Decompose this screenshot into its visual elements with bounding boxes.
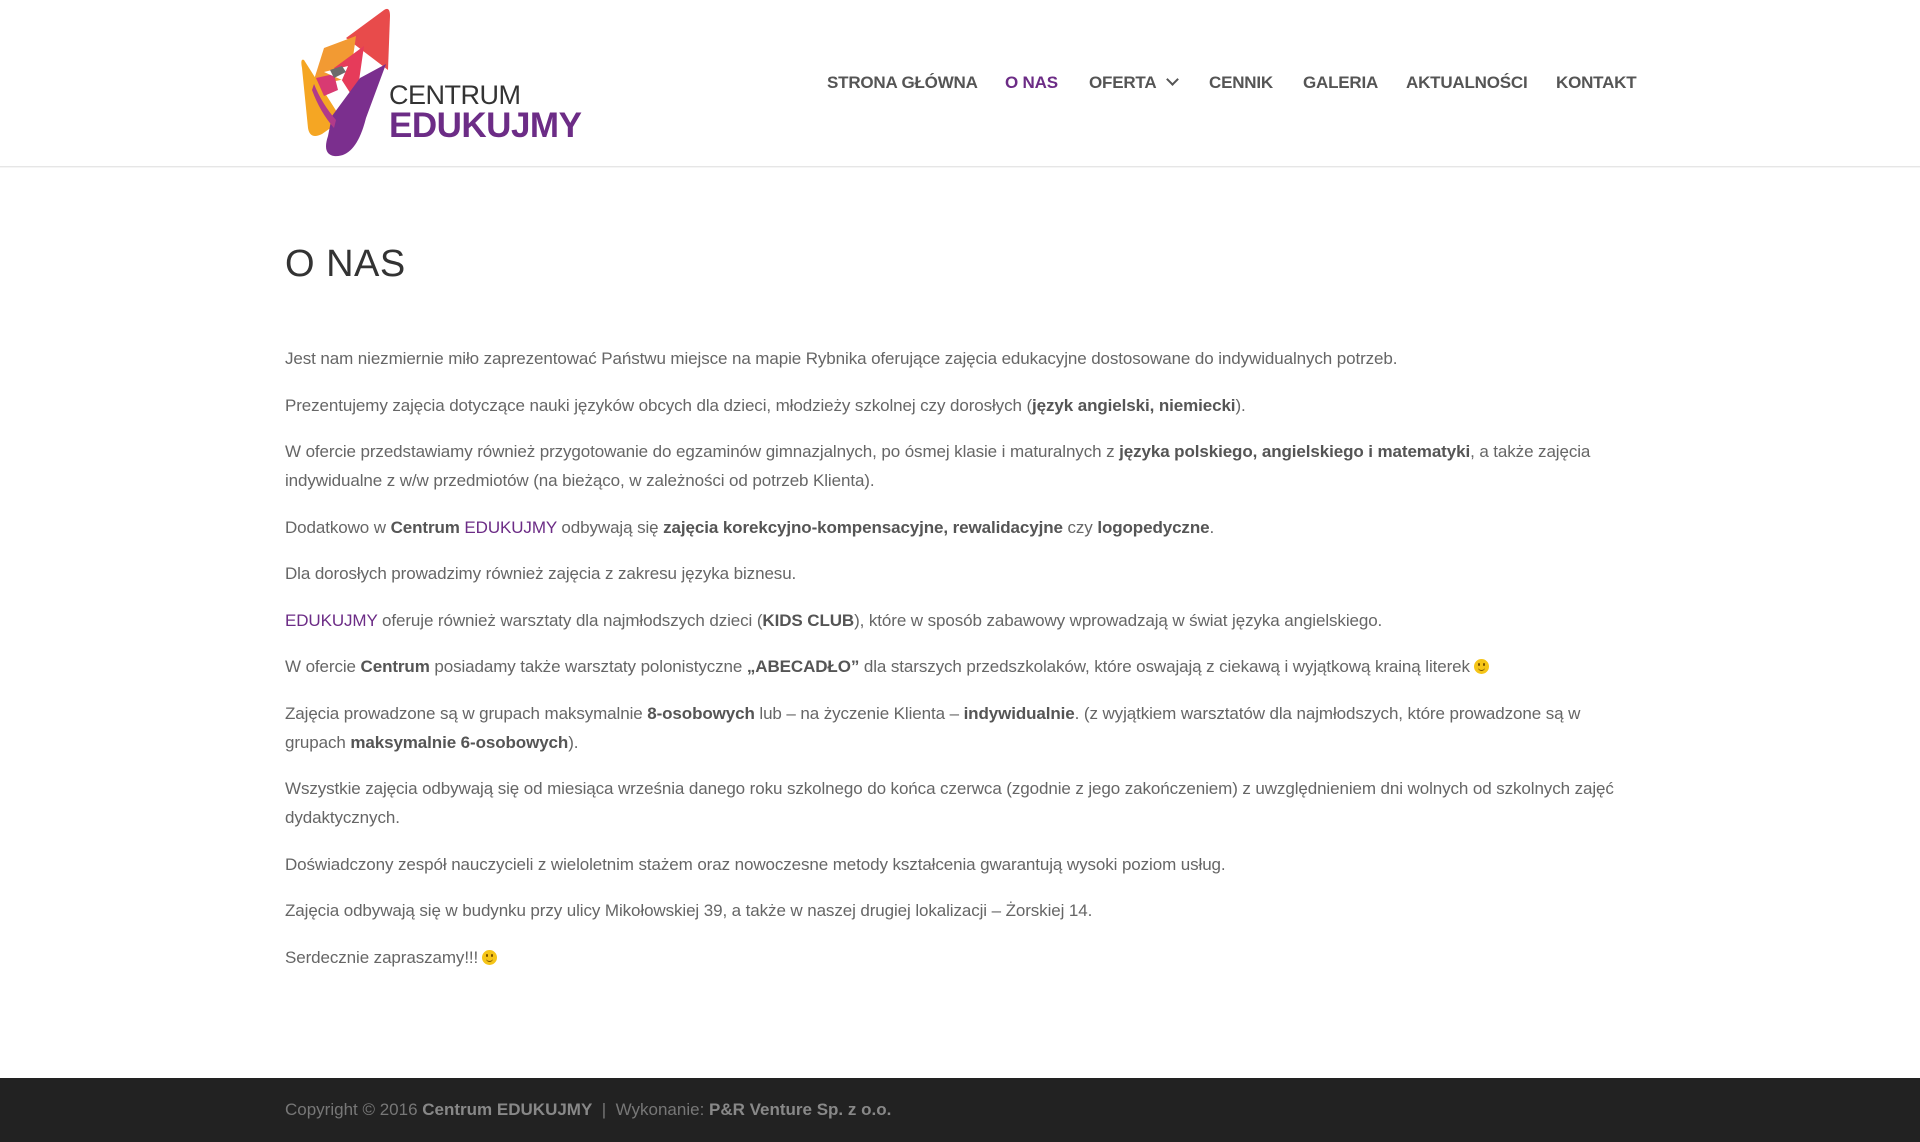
footer-separator: | Wykonanie: (592, 1100, 710, 1119)
text-span: W ofercie przedstawiamy również przygotowanie do egzaminów gimnazjalnych, po ósmej klasie i maturalnych z (285, 442, 1120, 461)
smiley-icon (1474, 659, 1489, 674)
text-span: Serdecznie zapraszamy!!! (285, 947, 479, 967)
site-footer (0, 1078, 1920, 1142)
footer-vendor-link[interactable]: P&R Venture Sp. z o.o. (709, 1100, 892, 1119)
text-span: czy (1062, 517, 1098, 537)
bold-text: Centrum (390, 517, 465, 537)
brand-text: EDUKUJMY (464, 517, 557, 537)
nav-item-galeria[interactable]: GALERIA (1303, 73, 1379, 92)
text-span: , a także zajęcia indywidualne z w/w przedmiotów (na bieżąco, w zależności od potrzeb Klienta). (285, 442, 1591, 490)
logo-line1: CENTRUM (389, 80, 521, 110)
text-span: Dodatkowo w (285, 517, 391, 537)
paragraph-business: Dla dorosłych prowadzimy również zajęcia z zakresu języka biznesu. (285, 564, 797, 583)
text-span: dla starszych przedszkolaków, które oswajają z ciekawą i wyjątkową krainą literek (859, 657, 1470, 676)
paragraph-languages (285, 391, 1635, 420)
text-span: odbywają się (556, 517, 664, 537)
bold-text: zajęcia korekcyjno-kompensacyjne, rewalidacyjne (663, 517, 1063, 537)
nav-item-o-nas[interactable]: O NAS (1005, 73, 1058, 92)
chevron-down-icon (1167, 73, 1180, 86)
bold-text: logopedyczne (1097, 517, 1210, 537)
paragraph-schedule: Wszystkie zajęcia odbywają się od miesiąca września danego roku szkolnego do końca czerwca (zgodnie z jego zakończeniem) z uwzględnieniem dni wolnych od szkolnych zajęć dydaktycznych. (285, 779, 1614, 827)
paragraph-abecadlo (285, 652, 1635, 681)
text-span: . (z wyjątkiem warsztatów dla najmłodszych, które prowadzone są w grupach (285, 703, 1581, 752)
text-span: lub – na życzenie Klienta – (754, 703, 964, 723)
text-span: posiadamy także warsztaty polonistyczne (429, 657, 747, 676)
copyright-text: Copyright © 2016 (285, 1100, 423, 1119)
bold-text: 8-osobowych (647, 703, 755, 723)
bold-text: języka polskiego, angielskiego i matematyki (1119, 442, 1471, 461)
text-span: Prezentujemy zajęcia dotyczące nauki języków obcych dla dzieci, młodzieży szkolnej czy dorosłych ( (285, 395, 1033, 415)
nav-item-oferta[interactable] (1089, 73, 1177, 93)
paragraph-teachers: Doświadczony zespół nauczycieli z wieloletnim stażem oraz nowoczesne metody kształcenia gwarantują wysoki poziom usług. (285, 854, 1226, 874)
site-logo[interactable] (294, 8, 582, 160)
bold-text: język angielski, niemiecki (1032, 395, 1236, 415)
bold-text: KIDS CLUB (762, 610, 855, 630)
text-span: W ofercie (285, 657, 361, 676)
text-span: ). (568, 732, 579, 752)
footer-credits (285, 1100, 891, 1120)
nav-item-oferta-label: OFERTA (1089, 73, 1157, 92)
paragraph-locations: Zajęcia odbywają się w budynku przy ulicy Mikołowskiej 39, a także w naszej drugiej lokalizacji – Żorskiej 14. (285, 901, 1093, 920)
nav-item-cennik[interactable]: CENNIK (1209, 73, 1273, 92)
brand-text: EDUKUJMY (285, 610, 378, 630)
bold-text: Centrum (360, 657, 430, 676)
footer-brand: Centrum EDUKUJMY (422, 1100, 593, 1119)
nav-item-kontakt[interactable]: KONTAKT (1556, 73, 1637, 92)
paragraph-intro: Jest nam niezmiernie miło zaprezentować Państwu miejsce na mapie Rybnika oferujące zajęcia edukacyjne dostosowane do indywidualnych potrzeb. (285, 349, 1398, 368)
logo-line2: EDUKUJMY (389, 106, 582, 145)
nav-item-strona-glowna[interactable]: STRONA GŁÓWNA (827, 73, 978, 92)
paragraph-kids-club (285, 606, 1635, 635)
text-span: . (1209, 517, 1215, 537)
text-span: ), które w sposób zabawowy wprowadzają w świat języka angielskiego. (854, 610, 1383, 630)
main-content (285, 240, 1635, 989)
site-header (0, 0, 1920, 167)
bold-text: indywidualnie (963, 703, 1075, 723)
bold-text: „ABECADŁO” (746, 657, 860, 676)
text-span: Zajęcia prowadzone są w grupach maksymalnie (285, 703, 648, 723)
paragraph-exams (285, 437, 1635, 495)
smiley-icon (482, 950, 497, 965)
paragraph-invitation (285, 943, 1635, 972)
text-span: oferuje również warsztaty dla najmłodszych dzieci ( (377, 610, 763, 630)
text-span: ). (1235, 395, 1246, 415)
nav-item-aktualnosci[interactable]: AKTUALNOŚCI (1406, 73, 1528, 92)
page-title: O NAS (285, 243, 406, 285)
paragraph-groups (285, 699, 1635, 757)
bold-text: maksymalnie 6-osobowych (350, 732, 569, 752)
paragraph-additional (285, 513, 1635, 542)
